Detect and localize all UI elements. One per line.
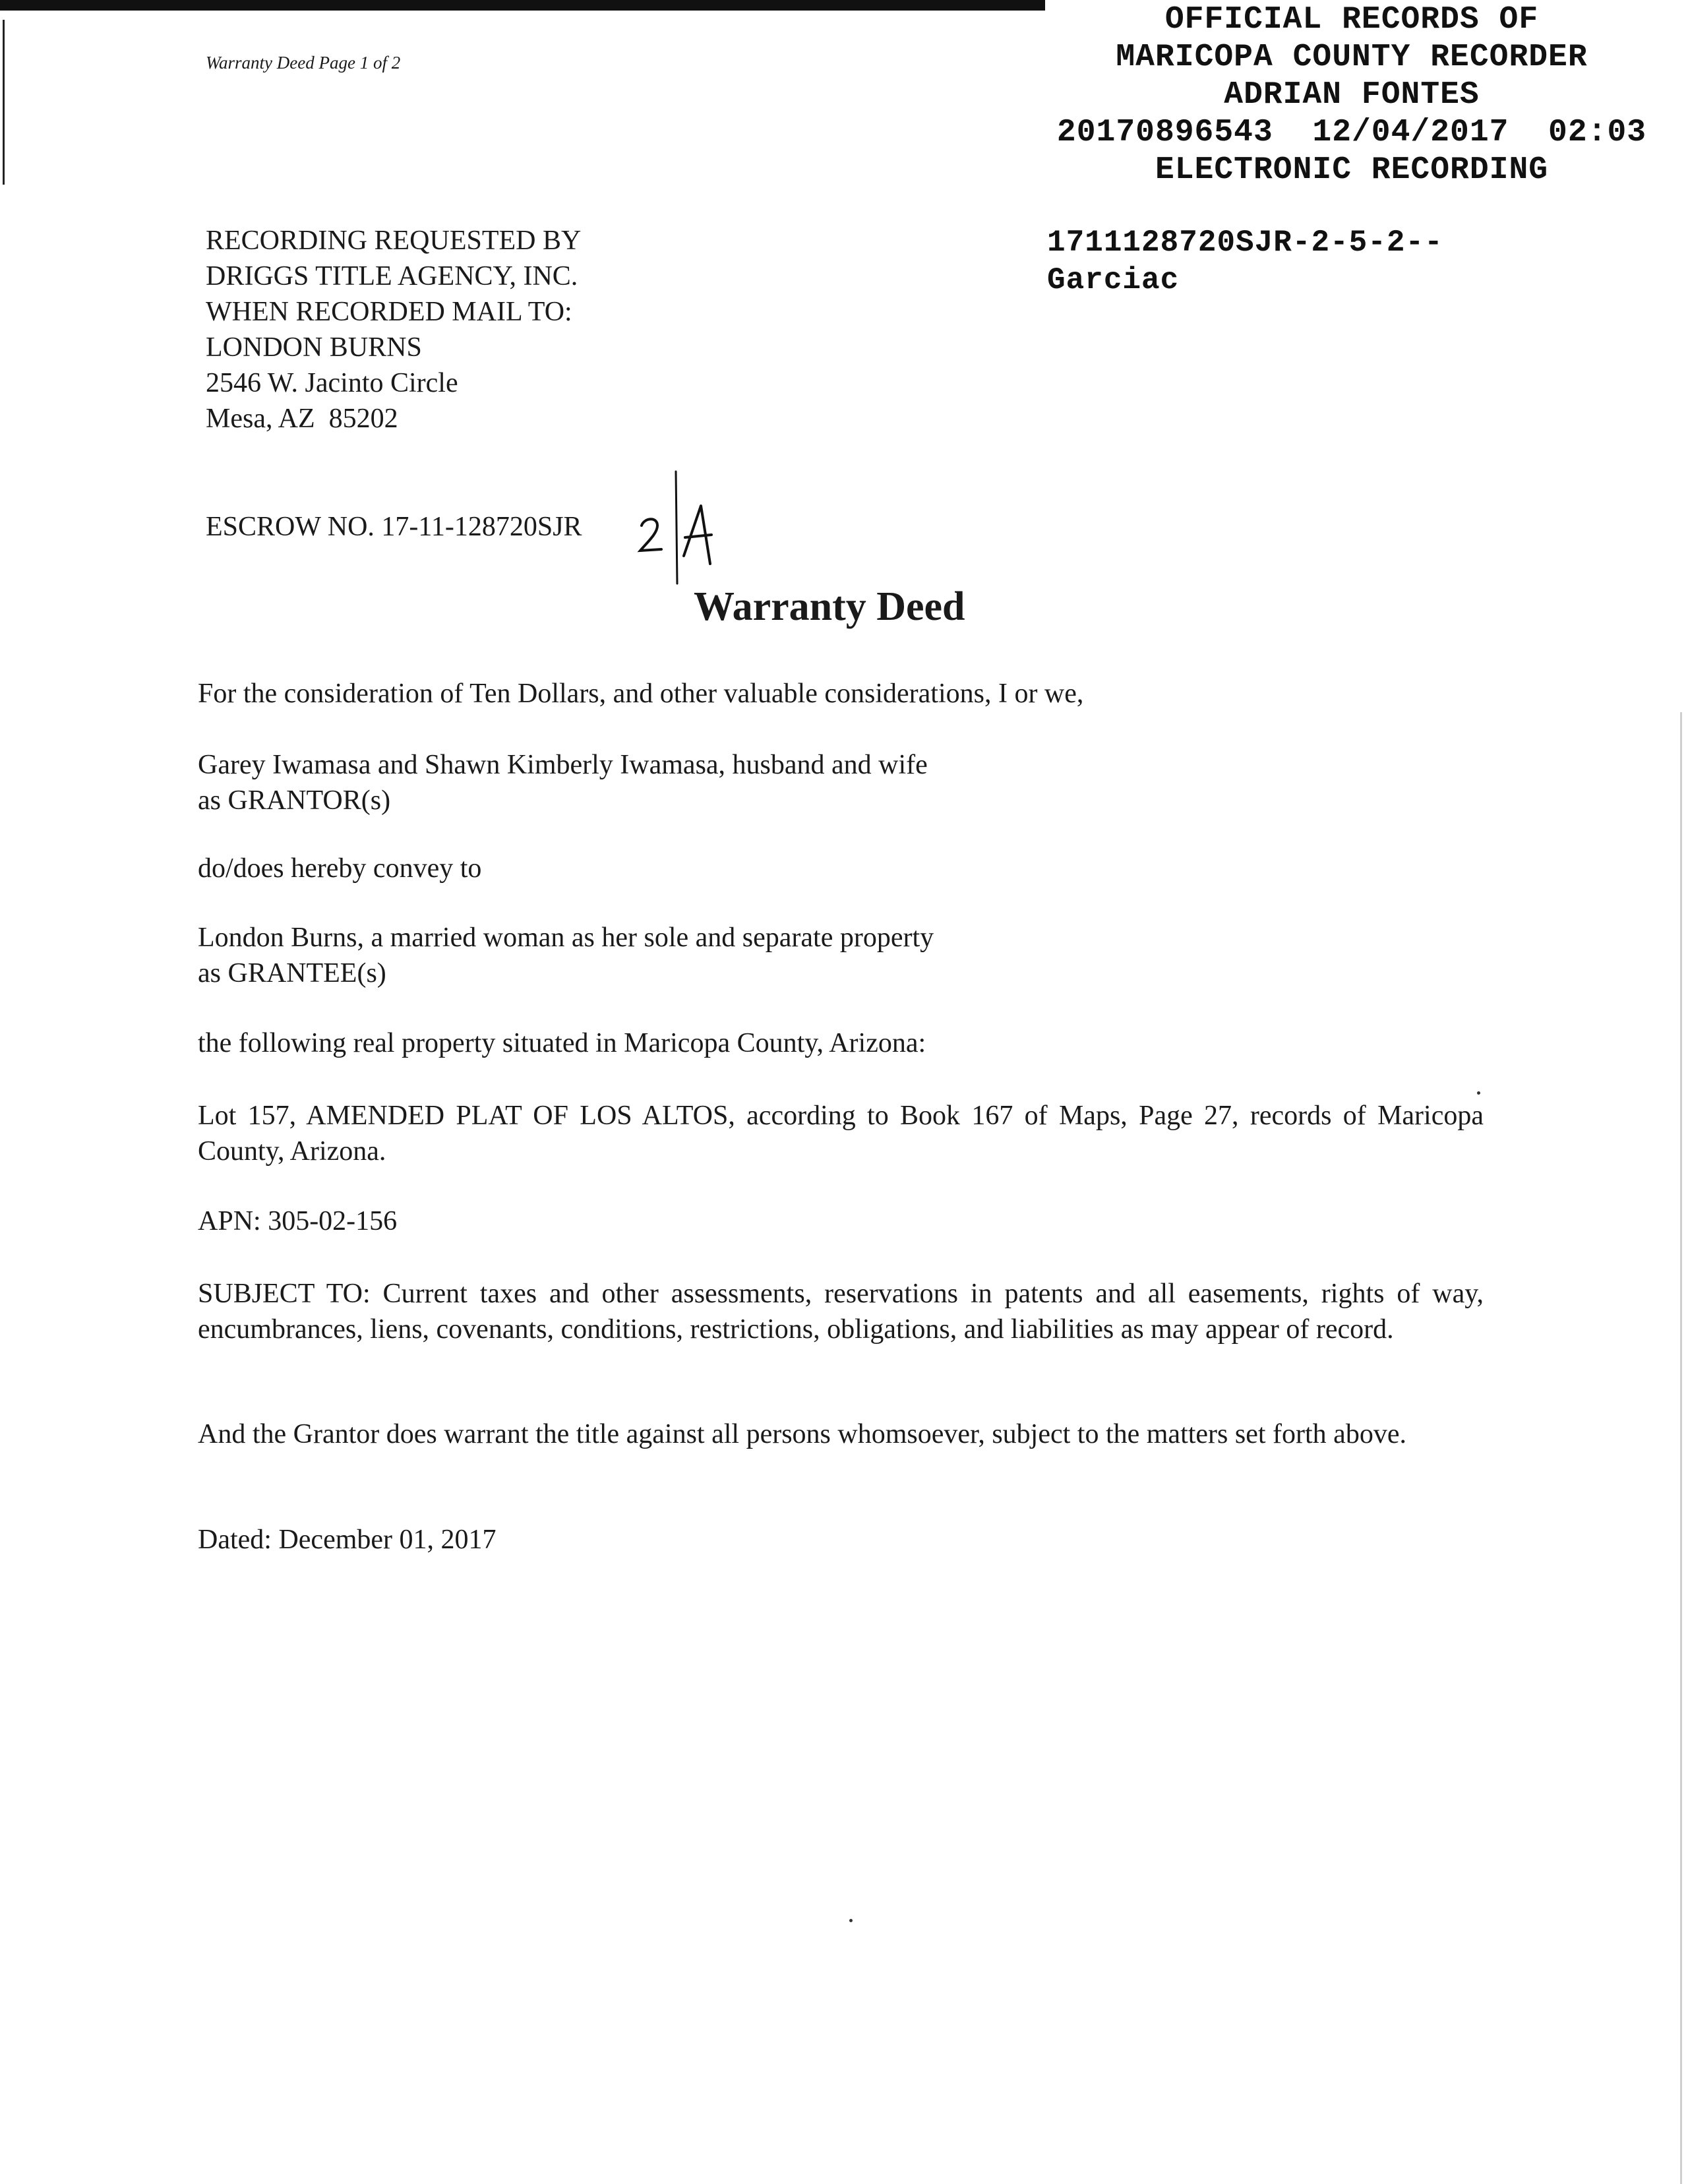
grantor-names: Garey Iwamasa and Shawn Kimberly Iwamasa, husband and wife	[198, 750, 928, 780]
recorder-line-3: ADRIAN FONTES	[1224, 77, 1480, 113]
convey-text: do/does hereby convey to	[198, 853, 482, 884]
order-code: 1711128720SJR-2-5-2--	[1047, 226, 1443, 260]
recording-number-date: 20170896543 12/04/2017 02:03	[1056, 115, 1647, 150]
order-user: Garciac	[1047, 263, 1180, 297]
mail-to-street: 2546 W. Jacinto Circle	[206, 368, 458, 398]
grantee-label: as GRANTEE(s)	[198, 958, 386, 988]
recorder-line-5: ELECTRONIC RECORDING	[1155, 152, 1549, 188]
grantee-names: London Burns, a married woman as her sole and separate property	[198, 923, 934, 953]
warranty-clause: And the Grantor does warrant the title against all persons whomsoever, subject to the matters set forth above.	[198, 1419, 1406, 1449]
mail-to-label: WHEN RECORDED MAIL TO:	[206, 297, 572, 327]
recorder-line-2: MARICOPA COUNTY RECORDER	[1116, 40, 1588, 75]
mail-to-city: Mesa, AZ 85202	[206, 404, 398, 434]
title-agency: DRIGGS TITLE AGENCY, INC.	[206, 261, 578, 291]
grantor-block	[198, 747, 928, 818]
page-label: Warranty Deed Page 1 of 2	[206, 53, 401, 73]
order-info	[1047, 224, 1443, 299]
recording-block	[206, 223, 581, 437]
subject-to-clause: SUBJECT TO: Current taxes and other assessments, reservations in patents and all easements, rights of way, encumbrances, liens, covenants, conditions, restrictions, obligations, and liabilities as may appear of record.	[198, 1279, 1484, 1345]
scan-top-border	[0, 0, 1045, 11]
scan-speck	[1477, 1091, 1480, 1095]
deed-title: Warranty Deed	[694, 584, 965, 629]
handwritten-note-mark	[630, 465, 722, 590]
scan-left-edge	[3, 20, 5, 185]
recorder-line-1: OFFICIAL RECORDS OF	[1164, 2, 1539, 38]
property-intro: the following real property situated in Maricopa County, Arizona:	[198, 1028, 926, 1058]
grantee-block	[198, 920, 934, 991]
legal-description: Lot 157, AMENDED PLAT OF LOS ALTOS, according to Book 167 of Maps, Page 27, records of Maricopa County, Arizona.	[198, 1101, 1484, 1167]
scan-speck	[849, 1919, 853, 1922]
recording-requested-by: RECORDING REQUESTED BY	[206, 226, 582, 256]
dated-line: Dated: December 01, 2017	[198, 1525, 497, 1555]
recorder-stamp	[1029, 1, 1675, 189]
consideration-text: For the consideration of Ten Dollars, and other valuable considerations, I or we,	[198, 679, 1084, 709]
scan-right-edge	[1680, 712, 1682, 2184]
escrow-number: ESCROW NO. 17-11-128720SJR	[206, 512, 582, 542]
grantor-label: as GRANTOR(s)	[198, 785, 391, 816]
apn: APN: 305-02-156	[198, 1206, 398, 1236]
mail-to-name: LONDON BURNS	[206, 332, 422, 363]
